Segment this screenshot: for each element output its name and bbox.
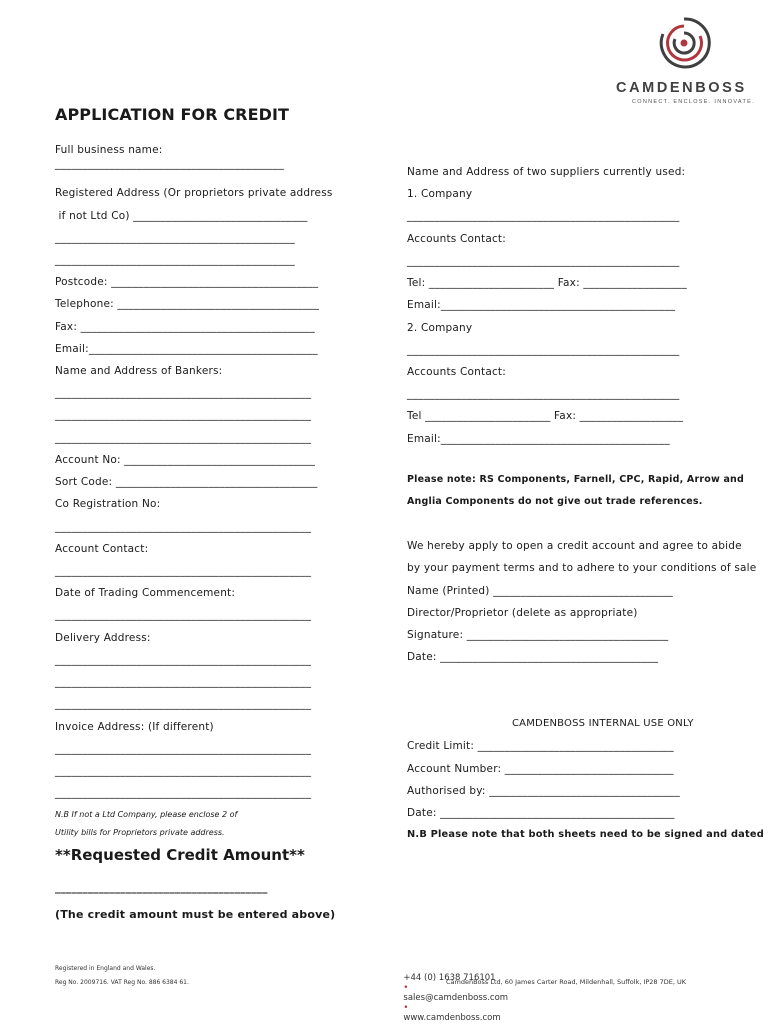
authorised-by-field[interactable]: Authorised by: ___________________________________ xyxy=(407,785,680,797)
camdenboss-logo-icon xyxy=(655,14,713,72)
accounts-contact-2-field[interactable]: __________________________________________________ xyxy=(407,388,680,400)
registered-address-label: Registered Address (Or proprietors private address xyxy=(55,187,333,199)
bankers-line-field[interactable]: _______________________________________________ xyxy=(55,387,312,399)
internal-date-field[interactable]: Date: ___________________________________________ xyxy=(407,807,675,819)
account-no-field[interactable]: Account No: ___________________________________ xyxy=(55,454,316,466)
account-contact-field[interactable]: _______________________________________________ xyxy=(55,565,312,577)
website-link[interactable]: www.camdenboss.com xyxy=(403,1013,501,1023)
phone-number: +44 (0) 1638 716101 xyxy=(403,973,496,983)
delivery-address-field[interactable]: _______________________________________________ xyxy=(55,698,312,710)
address-line-field[interactable]: ____________________________________________ xyxy=(55,232,295,244)
account-contact-label: Account Contact: xyxy=(55,543,149,555)
trade-reference-note: Please note: RS Components, Farnell, CPC, Rapid, Arrow and xyxy=(407,474,745,485)
tel-fax-2-field[interactable]: Tel _______________________ Fax: ___________________ xyxy=(407,410,684,422)
separator-dot: • xyxy=(403,1003,409,1013)
invoice-address-field[interactable]: _______________________________________________ xyxy=(55,787,312,799)
invoice-address-field[interactable]: _______________________________________________ xyxy=(55,765,312,777)
delivery-address-field[interactable]: _______________________________________________ xyxy=(55,676,312,688)
fax-field[interactable]: Fax: ___________________________________________ xyxy=(55,321,315,333)
postcode-field[interactable]: Postcode: ______________________________________ xyxy=(55,276,319,288)
bankers-line-field[interactable]: _______________________________________________ xyxy=(55,409,312,421)
contact-line xyxy=(398,963,508,1023)
delivery-address-label: Delivery Address: xyxy=(55,632,151,644)
delivery-address-field[interactable]: _______________________________________________ xyxy=(55,654,312,666)
reg-no-text: Reg No. 2009716. VAT Reg No. 886 6384 61. xyxy=(55,979,189,986)
company-1-field[interactable]: __________________________________________________ xyxy=(407,210,680,222)
brand-name: CAMDENBOSS xyxy=(616,80,747,96)
company-2-field[interactable]: __________________________________________________ xyxy=(407,344,680,356)
accounts-contact-2-label: Accounts Contact: xyxy=(407,366,506,378)
credit-limit-field[interactable]: Credit Limit: ____________________________________ xyxy=(407,740,674,752)
registered-text: Registered in England and Wales. xyxy=(55,965,156,972)
director-proprietor-label: Director/Proprietor (delete as appropriate) xyxy=(407,607,638,619)
registered-address-field[interactable]: if not Ltd Co) ________________________________ xyxy=(55,210,308,222)
nb-note: N.B If not a Ltd Company, please enclose 2 of xyxy=(55,810,238,819)
invoice-address-label: Invoice Address: (If different) xyxy=(55,721,214,733)
bankers-line-field[interactable]: _______________________________________________ xyxy=(55,432,312,444)
account-number-field[interactable]: Account Number: _______________________________ xyxy=(407,763,674,775)
full-business-name-label: Full business name: xyxy=(55,144,163,156)
co-registration-field[interactable]: _______________________________________________ xyxy=(55,521,312,533)
suppliers-heading: Name and Address of two suppliers currently used: xyxy=(407,166,686,178)
company-2-label: 2. Company xyxy=(407,322,473,334)
email-field[interactable]: Email:__________________________________________ xyxy=(55,343,318,355)
brand-tagline: CONNECT. ENCLOSE. INNOVATE. xyxy=(632,99,755,105)
trading-commencement-field[interactable]: _______________________________________________ xyxy=(55,609,312,621)
internal-use-heading: CAMDENBOSS INTERNAL USE ONLY xyxy=(512,718,694,729)
company-address: CamdenBoss Ltd, 60 James Carter Road, Mildenhall, Suffolk, IP28 7DE, UK xyxy=(446,978,687,986)
credit-agreement-text: We hereby apply to open a credit account and agree to abide xyxy=(407,540,742,552)
sign-date-note: N.B Please note that both sheets need to be signed and dated xyxy=(407,829,764,840)
tel-fax-1-field[interactable]: Tel: _______________________ Fax: ___________________ xyxy=(407,277,687,289)
name-printed-field[interactable]: Name (Printed) _________________________________ xyxy=(407,585,673,597)
company-1-label: 1. Company xyxy=(407,188,473,200)
credit-amount-note: (The credit amount must be entered above) xyxy=(55,908,336,921)
separator-dot: • xyxy=(403,983,409,993)
credit-agreement-text: by your payment terms and to adhere to your conditions of sale xyxy=(407,562,757,574)
sort-code-field[interactable]: Sort Code: _____________________________________ xyxy=(55,476,318,488)
full-business-name-field[interactable]: __________________________________________ xyxy=(55,158,284,170)
requested-credit-field[interactable]: _______________________________________ xyxy=(55,882,268,894)
email-2-field[interactable]: Email:__________________________________________ xyxy=(407,433,670,445)
invoice-address-field[interactable]: _______________________________________________ xyxy=(55,743,312,755)
trading-commencement-label: Date of Trading Commencement: xyxy=(55,587,236,599)
email-1-field[interactable]: Email:___________________________________________ xyxy=(407,299,676,311)
co-registration-label: Co Registration No: xyxy=(55,498,161,510)
requested-credit-heading: **Requested Credit Amount** xyxy=(55,846,305,864)
email-link[interactable]: sales@camdenboss.com xyxy=(403,993,509,1003)
trade-reference-note: Anglia Components do not give out trade references. xyxy=(407,496,703,507)
address-line-field[interactable]: ____________________________________________ xyxy=(55,254,295,266)
accounts-contact-1-label: Accounts Contact: xyxy=(407,233,506,245)
bankers-label: Name and Address of Bankers: xyxy=(55,365,223,377)
page-title: APPLICATION FOR CREDIT xyxy=(55,105,290,124)
accounts-contact-1-field[interactable]: __________________________________________________ xyxy=(407,255,680,267)
telephone-field[interactable]: Telephone: _____________________________________ xyxy=(55,298,320,310)
nb-note: Utility bills for Proprietors private address. xyxy=(55,828,225,837)
date-field[interactable]: Date: ________________________________________ xyxy=(407,651,659,663)
signature-field[interactable]: Signature: _____________________________________ xyxy=(407,629,669,641)
